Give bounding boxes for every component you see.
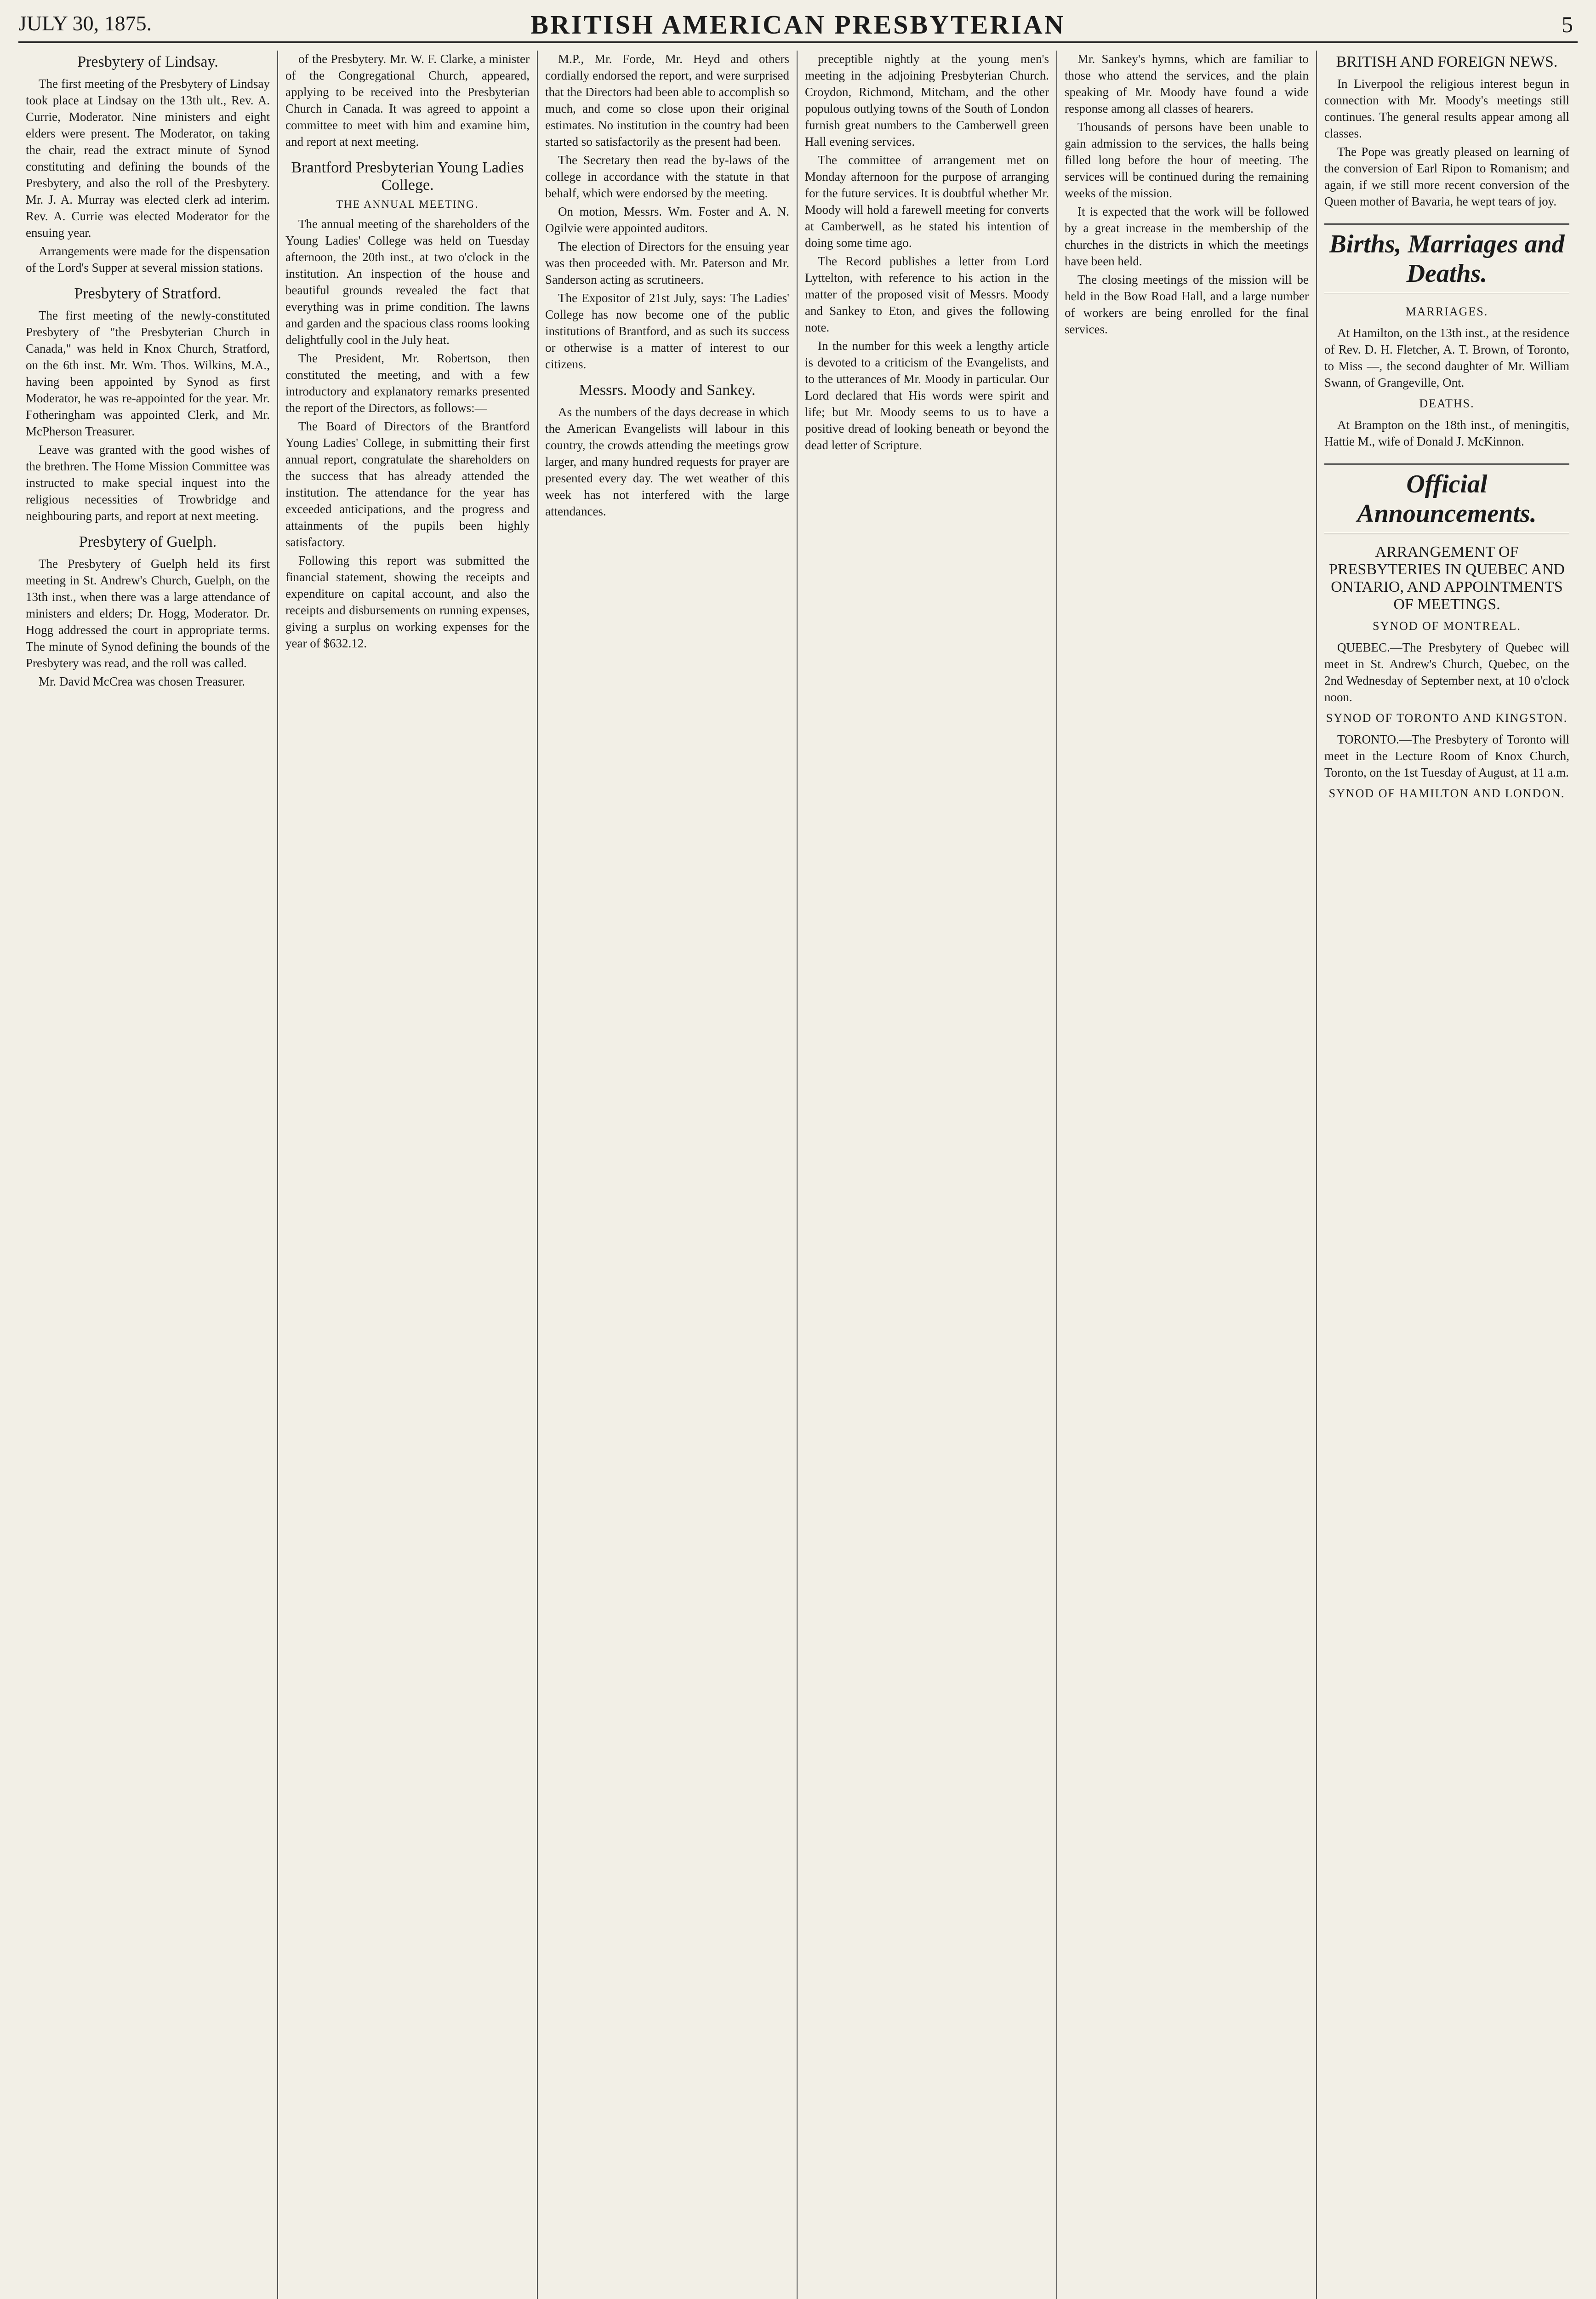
- column-2: [278, 51, 538, 2299]
- paragraph: QUEBEC.—The Presbytery of Quebec will meet in St. Andrew's Church, Quebec, on the 2nd Wednesday of September next, at 10 o'clock noon.: [1324, 641, 1569, 704]
- paragraph: As the numbers of the days decrease in which the American Evangelists will labour in this country, the crowds attending the meetings grow larger, and many hundred requests for prayer are presented every day. The wet weather of this week has not interfered with the large attendances.: [545, 405, 789, 518]
- paragraph: The Pope was greatly pleased on learning of the conversion of Earl Ripon to Romanism; and again, if we still more recent conversion of the Queen mother of Bavaria, he wept tears of joy.: [1324, 145, 1569, 208]
- paragraph: The election of Directors for the ensuing year was then proceeded with. Mr. Paterson and Mr. Sanderson acting as scrutineers.: [545, 240, 789, 286]
- heading-moody-sankey: Messrs. Moody and Sankey.: [579, 382, 756, 399]
- paragraph: The committee of arrangement met on Monday afternoon for the purpose of arranging for the future services. It is doubtful whether Mr. Moody will hold a farewell meeting for converts at Camberwell, as he stated his intention of doing some time ago.: [805, 153, 1049, 250]
- paragraph: Leave was granted with the good wishes of the brethren. The Home Mission Committee was instructed to make special inquest into the religious necessities of Trowbridge and neighbouring parts, and report at next meeting.: [26, 443, 270, 523]
- column-3: [538, 51, 798, 2299]
- paragraph: At Hamilton, on the 13th inst., at the residence of Rev. D. H. Fletcher, A. T. Brown, of Toronto, to Miss —, the second daughter of Mr. William Swann, of Grangeville, Ont.: [1324, 326, 1569, 389]
- column-6: [1317, 51, 1577, 2299]
- subheading-annual-meeting: THE ANNUAL MEETING.: [336, 199, 479, 211]
- paragraph: Mr. David McCrea was chosen Treasurer.: [39, 675, 245, 688]
- paragraph: The Secretary then read the by-laws of the college in accordance with the statute in that behalf, which were endorsed by the meeting.: [545, 153, 789, 200]
- heading-british-foreign-news: BRITISH AND FOREIGN NEWS.: [1336, 53, 1558, 70]
- paragraph: At Brampton on the 18th inst., of meningitis, Hattie M., wife of Donald J. McKinnon.: [1324, 418, 1569, 448]
- page-number: 5: [1562, 11, 1573, 37]
- newspaper-title: BRITISH AMERICAN PRESBYTERIAN: [530, 10, 1066, 40]
- heading-lindsay: Presbytery of Lindsay.: [77, 53, 218, 70]
- births-marriages-deaths-banner: Births, Marriages and Deaths.: [1324, 223, 1569, 294]
- paragraph: On motion, Messrs. Wm. Foster and A. N. Ogilvie were appointed auditors.: [545, 205, 789, 235]
- heading-stratford: Presbytery of Stratford.: [74, 285, 222, 302]
- heading-guelph: Presbytery of Guelph.: [79, 533, 217, 550]
- marriages-heading: MARRIAGES.: [1405, 305, 1488, 318]
- paragraph: Following this report was submitted the financial statement, showing the receipts and expenditure on capital account, and also the receipts and disbursements on running expenses, giving a surplus on working expenses for the year of $632.12.: [285, 554, 530, 650]
- article-columns: [18, 51, 1578, 2299]
- paragraph: TORONTO.—The Presbytery of Toronto will meet in the Lecture Room of Knox Church, Toronto, on the 1st Tuesday of August, at 11 a.m.: [1324, 732, 1569, 779]
- column-1: [18, 51, 278, 2299]
- paragraph: The annual meeting of the shareholders of the Young Ladies' College was held on Tuesday afternoon, the 20th inst., at two o'clock in the institution. An inspection of the house and beautiful grounds revealed the fact that everything was in prime condition. The lawns and garden and the spacious class rooms looking delightfully cool in the July heat.: [285, 217, 530, 347]
- synod-heading: SYNOD OF HAMILTON AND LONDON.: [1328, 787, 1565, 800]
- heading-arrangement-presbyteries: ARRANGEMENT OF PRESBYTERIES IN QUEBEC AND ONTARIO, AND APPOINTMENTS OF MEETINGS.: [1329, 543, 1565, 613]
- paragraph: In the number for this week a lengthy article is devoted to a criticism of the Evangelists, and to the utterances of Mr. Moody in particular. Our Lord declared that His words were spirit and life; but Mr. Moody seems to us to have a positive dread of looking beneath or beyond the dead letter of Scripture.: [805, 339, 1049, 452]
- synod-heading: SYNOD OF MONTREAL.: [1373, 619, 1521, 633]
- paragraph: Arrangements were made for the dispensation of the Lord's Supper at several mission stations.: [26, 244, 270, 275]
- paragraph: The Record publishes a letter from Lord Lyttelton, with reference to his action in the matter of the proposed visit of Messrs. Moody and Sankey to Eton, and gives the following note.: [805, 254, 1049, 334]
- heading-brantford-college: Brantford Presbyterian Young Ladies College.: [291, 159, 524, 194]
- paragraph: The Expositor of 21st July, says: The Ladies' College has now become one of the public institutions of Brantford, and as such its success or otherwise is a matter of interest to our citizens.: [545, 291, 789, 371]
- column-4: [798, 51, 1057, 2299]
- masthead: [18, 9, 1578, 43]
- paragraph: In Liverpool the religious interest begun in connection with Mr. Moody's meetings still continues. The general results appear among all classes.: [1324, 77, 1569, 140]
- paragraph: The President, Mr. Robertson, then constituted the meeting, and with a few introductory and explanatory remarks presented the report of the Directors, as follows:—: [285, 351, 530, 415]
- synod-heading: SYNOD OF TORONTO AND KINGSTON.: [1326, 711, 1568, 725]
- paragraph: Mr. Sankey's hymns, which are familiar to those who attend the services, and the plain speaking of Mr. Moody have found a wide response among all classes of hearers.: [1065, 52, 1309, 115]
- paragraph: The first meeting of the Presbytery of Lindsay took place at Lindsay on the 13th ult., Rev. A. Currie, Moderator. Nine ministers and eight elders were present. The Moderator, on taking the chair, read the extract minute of Synod constituting and defining the bounds of the Presbytery, and also the roll of the Presbytery. Mr. J. A. Murray was elected clerk ad interim. Rev. A. Currie was elected Moderator for the ensuing year.: [26, 77, 270, 240]
- paragraph: preceptible nightly at the young men's meeting in the adjoining Presbyterian Church. Croydon, Richmond, Mitcham, and the other populous outlying towns of the South of London furnish great numbers to the Camberwell green Hall evening services.: [805, 52, 1049, 149]
- paragraph: The first meeting of the newly-constituted Presbytery of "the Presbyterian Church in Canada," was held in Knox Church, Stratford, on the 6th inst. Mr. Wm. Thos. Wilkins, M.A., having been appointed by Synod as first Moderator, he was re-appointed for the year. Mr. Fotheringham was appointed Clerk, and Mr. McPherson Treasurer.: [26, 309, 270, 438]
- paragraph: Thousands of persons have been unable to gain admission to the services, the halls being filled long before the hour of meeting. The services will be continued during the remaining weeks of the mission.: [1065, 120, 1309, 200]
- issue-date: JULY 30, 1875.: [18, 11, 152, 35]
- deaths-heading: DEATHS.: [1419, 397, 1475, 410]
- paragraph: The Board of Directors of the Brantford Young Ladies' College, in submitting their first annual report, congratulate the shareholders on the success that has already attended the institution. The attendance for the year has exceeded anticipations, and the progress and attainments of the pupils been highly satisfactory.: [285, 419, 530, 549]
- paragraph: M.P., Mr. Forde, Mr. Heyd and others cordially endorsed the report, and were surprised that the Directors had been able to accomplish so much, and come so close upon their original estimates. No institution in the country had been started so satisfactorily as the present had been.: [545, 52, 789, 149]
- official-announcements-banner: Official Announcements.: [1324, 463, 1569, 534]
- paragraph: It is expected that the work will be followed by a great increase in the membership of the churches in the districts in which the meetings have been held.: [1065, 205, 1309, 268]
- paragraph: of the Presbytery. Mr. W. F. Clarke, a minister of the Congregational Church, appeared, applying to be received into the Presbyterian Church in Canada. It was agreed to appoint a committee to meet with him and examine him, and report at next meeting.: [285, 52, 530, 149]
- paragraph: The closing meetings of the mission will be held in the Bow Road Hall, and a large number of workers are being enrolled for the final services.: [1065, 273, 1309, 336]
- paragraph: The Presbytery of Guelph held its first meeting in St. Andrew's Church, Guelph, on the 13th inst., when there was a large attendance of ministers and elders; Dr. Hogg, Moderator. Dr. Hogg addressed the court in appropriate terms. The minute of Synod defining the bounds of the Presbytery was read, and the roll was called.: [26, 557, 270, 670]
- column-5: [1057, 51, 1317, 2299]
